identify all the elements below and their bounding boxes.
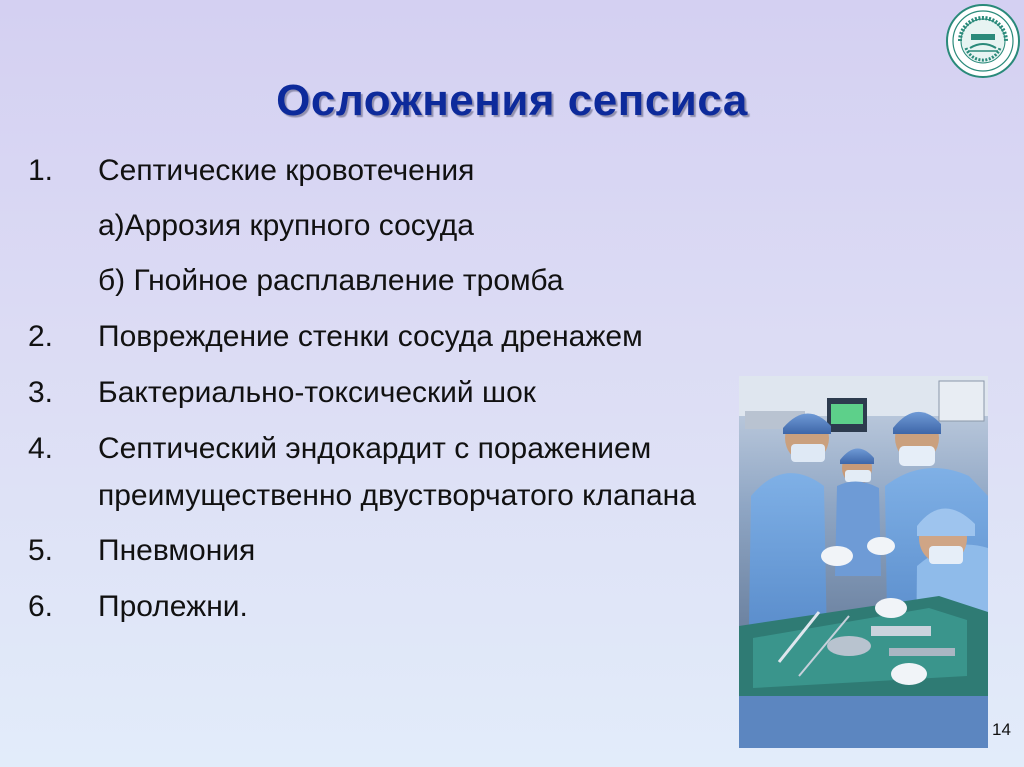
list-item-number: 6. [28,590,54,623]
page-title: Осложнения сепсиса [276,76,748,125]
list-item-text: Бактериально-токсический шок [98,376,536,409]
list-item-text: преимущественно двустворчатого клапана [98,479,696,512]
surgical-team-photo [739,376,988,748]
university-seal-icon [946,4,1020,78]
list-item-text: Септические кровотечения [98,154,475,187]
list-item-number: 3. [28,376,54,409]
list-item-number: 2. [28,320,54,353]
list-item-text: б) Гнойное расплавление тромба [98,264,564,297]
list-item-number: 1. [28,154,54,187]
list-item-text: а)Аррозия крупного сосуда [98,209,474,242]
list-item-text: Повреждение стенки сосуда дренажем [98,320,643,353]
list-item-text: Пневмония [98,534,256,567]
page-number: 14 [992,720,1011,739]
list-item-number: 4. [28,432,54,465]
list-item-number: 5. [28,534,54,567]
list-item-text: Септический эндокардит с поражением [98,432,652,465]
list-item-text: Пролежни. [98,590,248,623]
